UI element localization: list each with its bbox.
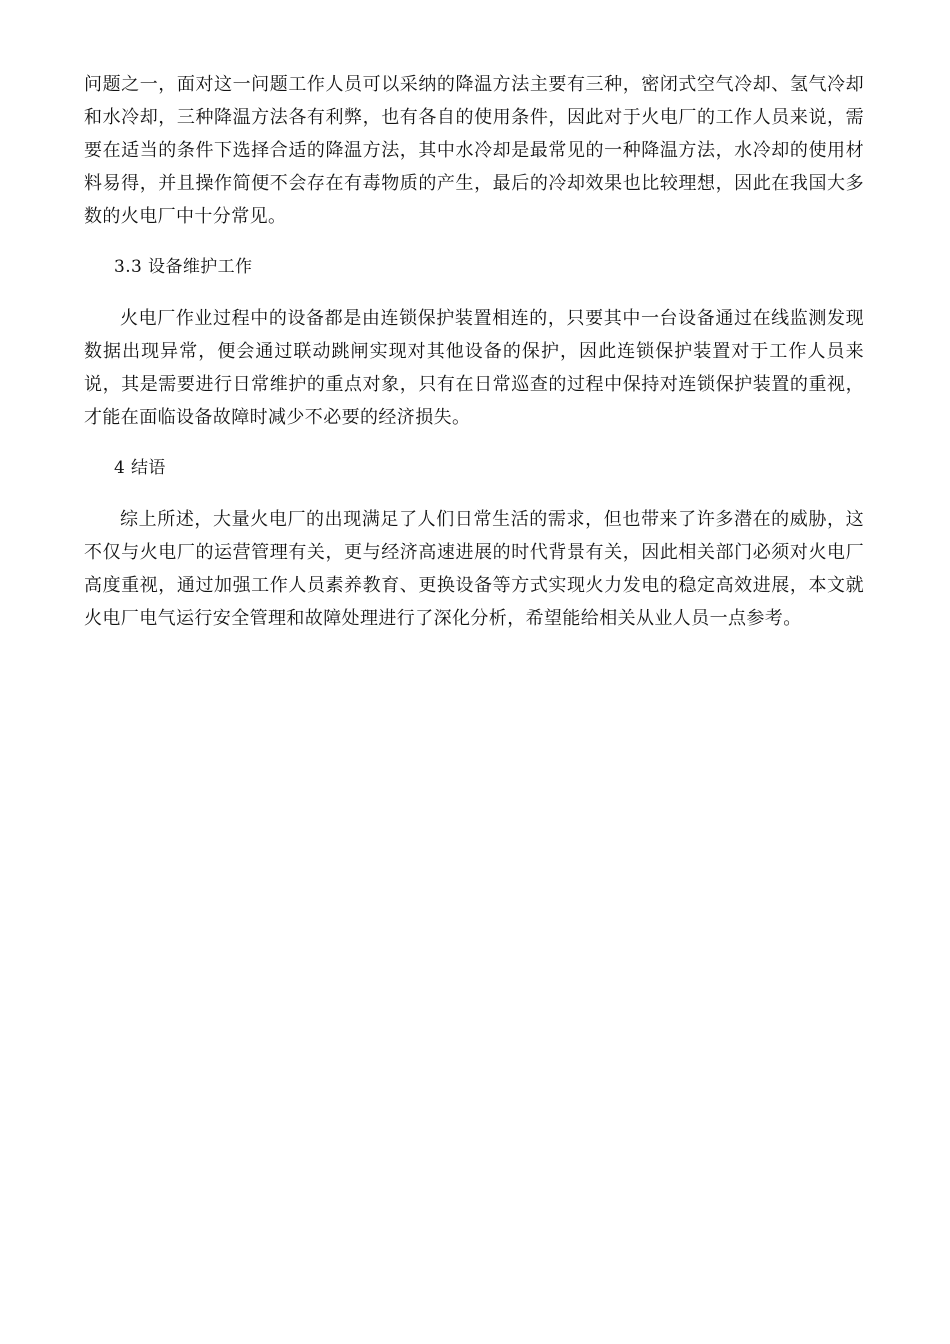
- section-heading-conclusion: 4 结语: [114, 458, 166, 478]
- document-page: [84, 68, 864, 635]
- body-paragraph-conclusion: 综上所述，大量火电厂的出现满足了人们日常生活的需求，但也带来了许多潜在的威胁，这不仅与火电厂的运营管理有关，更与经济高速进展的时代背景有关，因此相关部门必须对火电厂高度重视，通过加强工作人员素养教育、更换设备等方式实现火力发电的稳定高效进展，本文就火电厂电气运行安全管理和故障处理进行了深化分析，希望能给相关从业人员一点参考。: [84, 509, 864, 629]
- body-paragraph-interlock-protection: 火电厂作业过程中的设备都是由连锁保护装置相连的，只要其中一台设备通过在线监测发现数据出现异常，便会通过联动跳闸实现对其他设备的保护，因此连锁保护装置对于工作人员来说，其是需要进行日常维护的重点对象，只有在日常巡查的过程中保持对连锁保护装置的重视，才能在面临设备故障时减少不必要的经济损失。: [84, 308, 864, 428]
- body-paragraph-cooling-methods: 问题之一，面对这一问题工作人员可以采纳的降温方法主要有三种，密闭式空气冷却、氢气冷却和水冷却，三种降温方法各有利弊，也有各自的使用条件，因此对于火电厂的工作人员来说，需要在适当的条件下选择合适的降温方法，其中水冷却是最常见的一种降温方法，水冷却的使用材料易得，并且操作简便不会存在有毒物质的产生，最后的冷却效果也比较理想，因此在我国大多数的火电厂中十分常见。: [84, 74, 864, 227]
- section-heading-equipment-maintenance: 3.3 设备维护工作: [114, 257, 253, 277]
